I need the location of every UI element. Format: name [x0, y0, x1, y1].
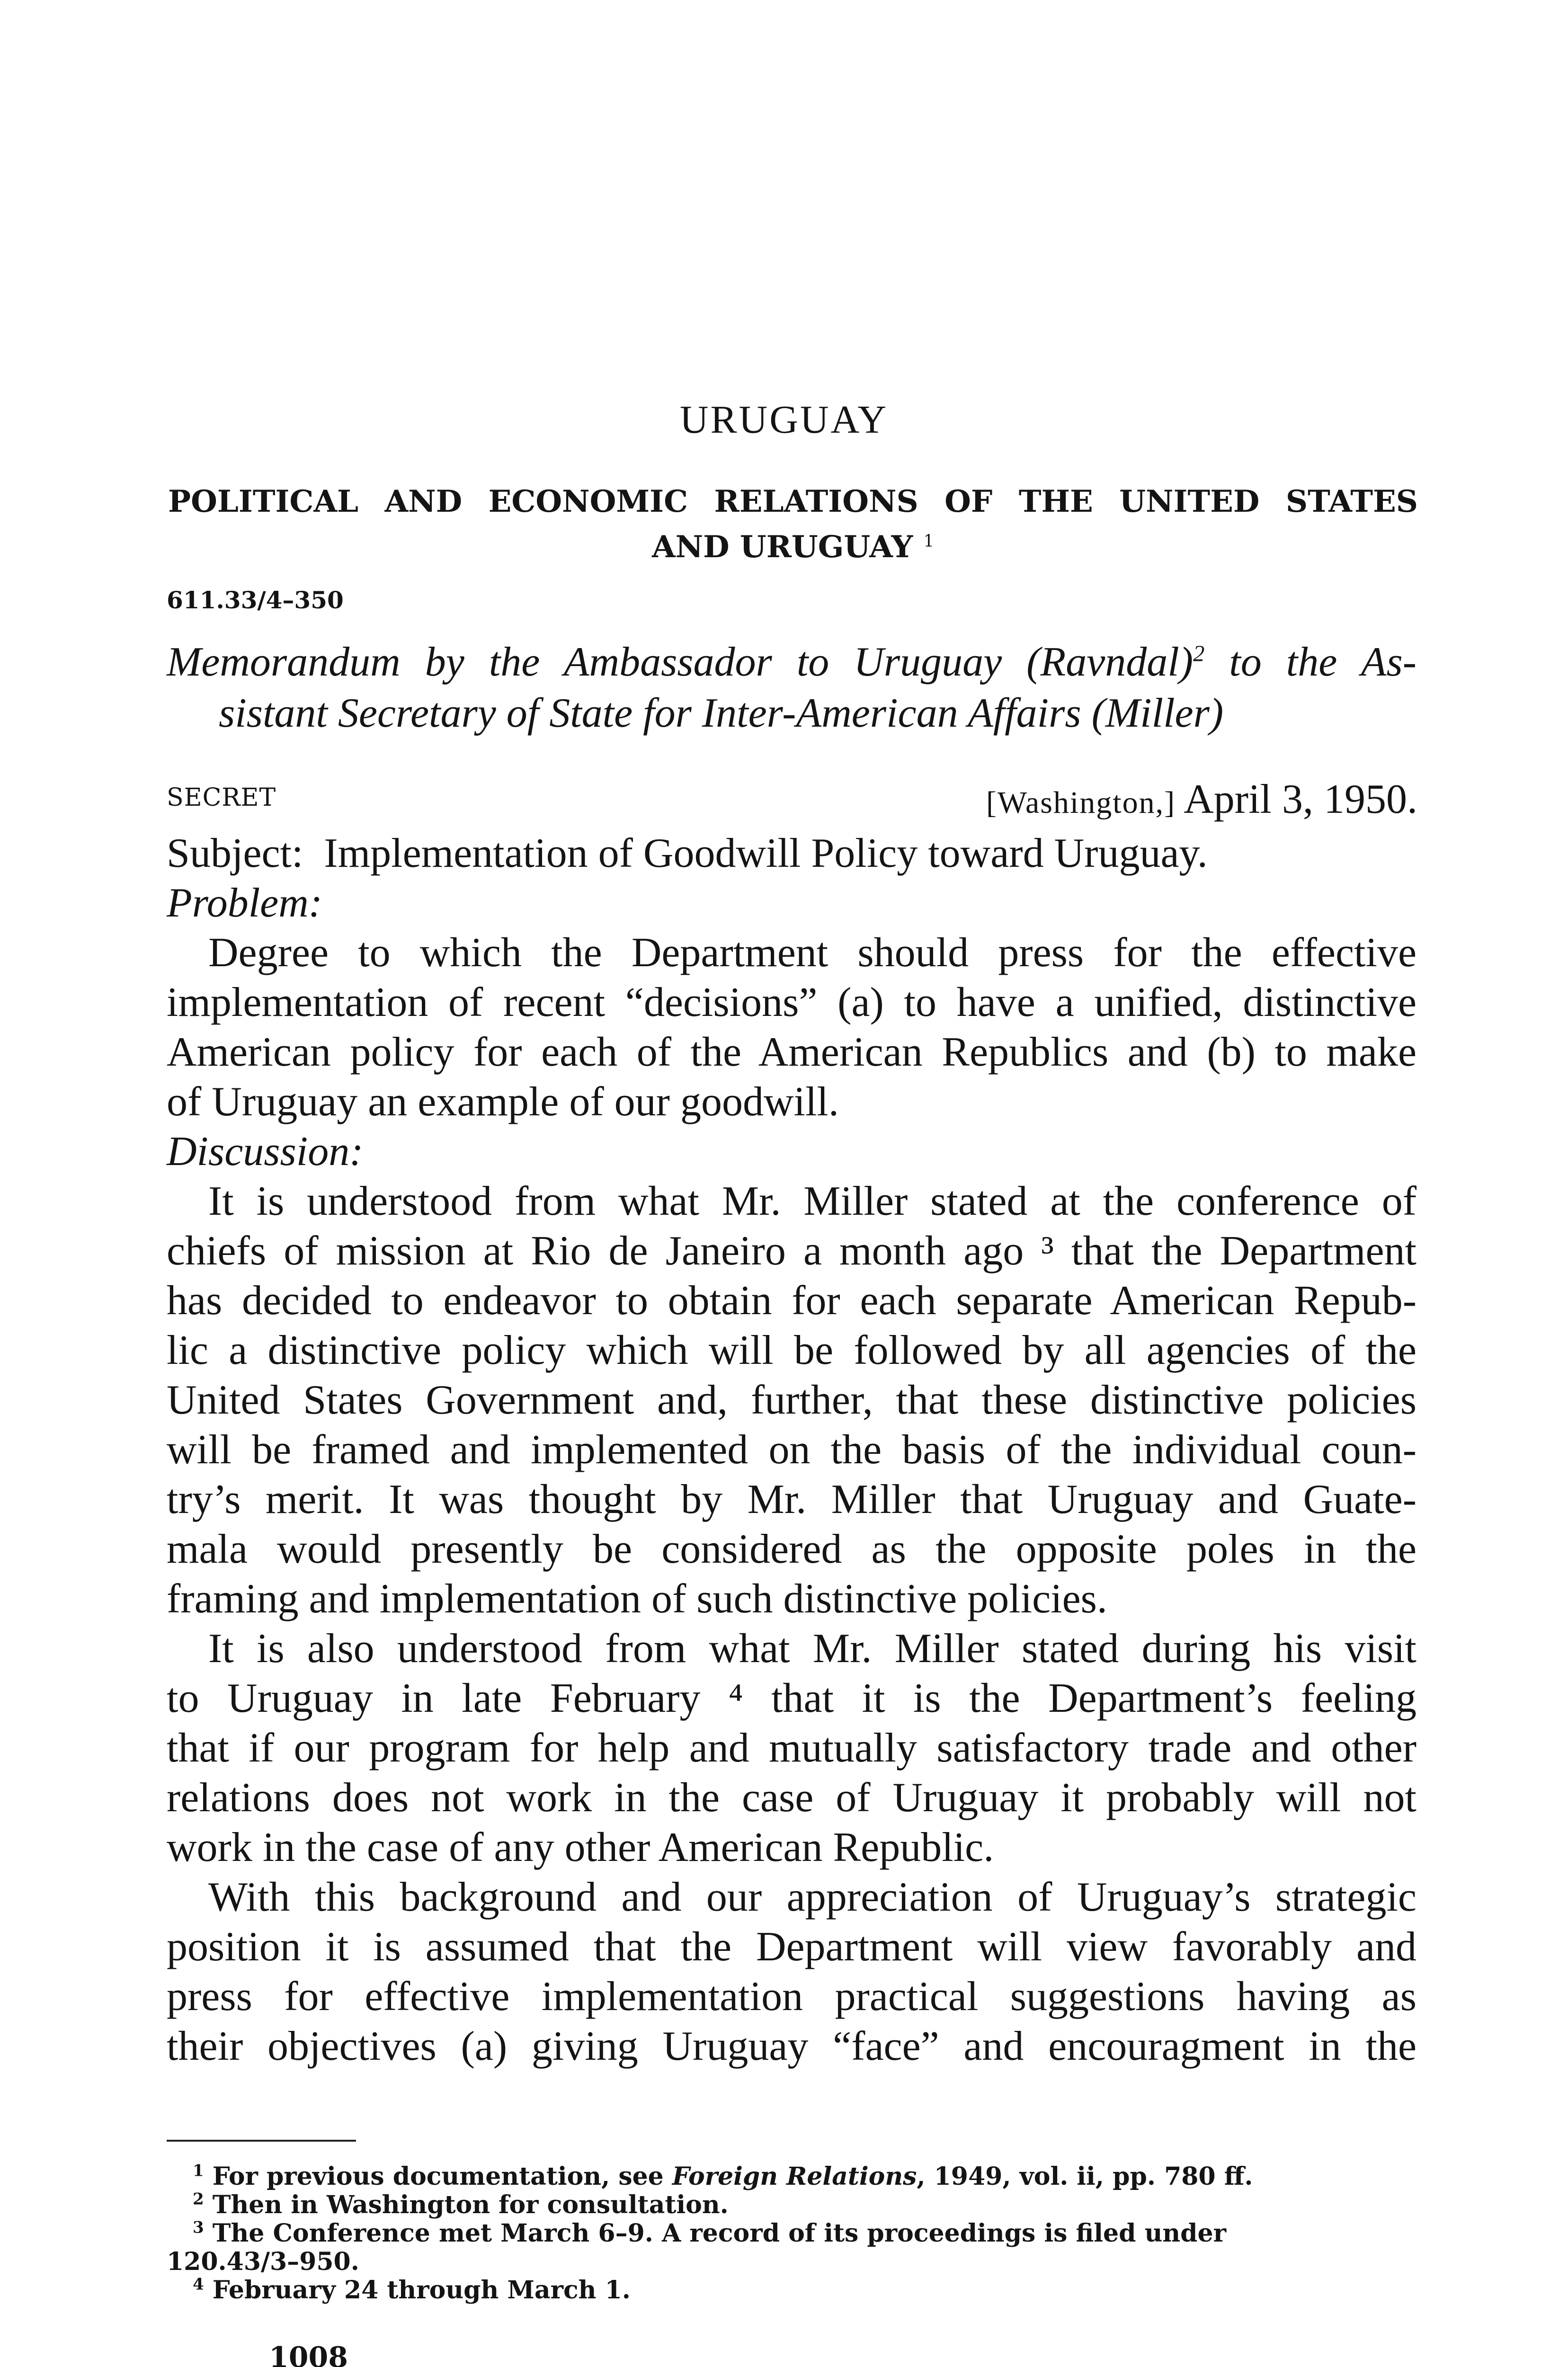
discussion-p2-line-2: to Uruguay in late February ⁴ that it is the Department’s feeling [167, 1675, 1417, 1721]
section-title-text: AND URUGUAY [651, 529, 913, 565]
page-number: 1008 [269, 2341, 348, 2367]
heading-text-b: to the As- [1204, 639, 1417, 685]
footnote-divider [167, 2140, 356, 2142]
footnote-2-text: Then in Washington for consultation. [212, 2190, 729, 2219]
discussion-p1-line-3: has decided to endeavor to obtain for each separate American Repub- [167, 1278, 1417, 1324]
discussion-p2-line-3: that if our program for help and mutually satisfactory trade and other [167, 1725, 1417, 1771]
discussion-p1-line-8: mala would presently be considered as the opposite poles in the [167, 1526, 1417, 1572]
discussion-paragraph-2 [167, 1624, 1417, 1872]
discussion-p1-line-6: will be framed and implemented on the basis of the individual coun- [167, 1427, 1417, 1473]
footnote-3-number: 3 [193, 2218, 204, 2237]
chapter-title: URUGUAY [679, 398, 889, 442]
subject-text: Implementation of Goodwill Policy toward Uruguay. [324, 830, 1208, 876]
footnote-1 [167, 2162, 1417, 2191]
classification-label: SECRET [167, 783, 276, 812]
problem-line-3: American policy for each of the American Republics and (b) to make [167, 1029, 1417, 1075]
discussion-p3-line-4: their objectives (a) giving Uruguay “face” and encouragment in the [167, 2023, 1417, 2069]
discussion-p3-line-1: With this background and our appreciation of Uruguay’s strategic [208, 1874, 1417, 1920]
discussion-p1-line-2: chiefs of mission at Rio de Janeiro a month ago ³ that the Department [167, 1228, 1417, 1274]
footnote-ref-2[interactable]: 2 [1193, 641, 1205, 667]
subject-line [167, 828, 1417, 878]
problem-label: Problem: [167, 880, 323, 926]
section-title [168, 479, 1418, 570]
footnote-4-number: 4 [193, 2275, 204, 2294]
memorandum-body [167, 828, 1417, 2071]
dateline-place: [Washington,] [986, 785, 1176, 820]
discussion-p1-line-9: framing and implementation of such distinctive policies. [167, 1576, 1107, 1622]
footnote-2-number: 2 [193, 2189, 204, 2209]
problem-line-2: implementation of recent “decisions” (a) to have a unified, distinctive [167, 979, 1417, 1025]
footnote-3-continuation: 120.43/3–950. [167, 2247, 359, 2276]
discussion-paragraph-3 [167, 1872, 1417, 2071]
footnote-3-text: The Conference met March 6–9. A record of its proceedings is filed under [212, 2219, 1227, 2248]
footnote-1-citation: Foreign Relations [672, 2162, 917, 2191]
discussion-p3-line-3: press for effective implementation practical suggestions having as [167, 1974, 1417, 2020]
heading-line-1 [167, 637, 1417, 688]
footnote-4 [167, 2276, 1417, 2305]
problem-line-4: of Uruguay an example of our goodwill. [167, 1079, 839, 1125]
discussion-p2-line-4: relations does not work in the case of Uruguay it probably will not [167, 1775, 1417, 1821]
heading-text-a: Memorandum by the Ambassador to Uruguay (Ravndal) [167, 639, 1194, 685]
discussion-p3-line-2: position it is assumed that the Department will view favorably and [167, 1924, 1417, 1970]
footnote-1-text-b: , 1949, vol. ii, pp. 780 ff. [917, 2162, 1253, 2191]
discussion-p2-line-1: It is also understood from what Mr. Miller stated during his visit [208, 1626, 1417, 1672]
dateline-date: April 3, 1950. [1184, 776, 1417, 822]
discussion-p1-line-5: United States Government and, further, that these distinctive policies [167, 1377, 1417, 1423]
problem-paragraph [167, 928, 1417, 1127]
discussion-p1-line-4: lic a distinctive policy which will be followed by all agencies of the [167, 1327, 1417, 1373]
footnote-1-number: 1 [193, 2161, 204, 2180]
discussion-paragraph-1 [167, 1176, 1417, 1624]
discussion-label: Discussion: [167, 1129, 364, 1175]
footnote-1-text-a: For previous documentation, see [212, 2162, 672, 2191]
section-title-line-1: POLITICAL AND ECONOMIC RELATIONS OF THE UNITED STATES [168, 484, 1418, 519]
discussion-p2-line-5: work in the case of any other American Republic. [167, 1824, 994, 1870]
heading-line-2: sistant Secretary of State for Inter-American Affairs (Miller) [219, 690, 1224, 736]
footnote-3 [167, 2219, 1417, 2248]
dateline [986, 775, 1417, 823]
discussion-p1-line-7: try’s merit. It was thought by Mr. Miller that Uruguay and Guate- [167, 1477, 1417, 1522]
problem-line-1: Degree to which the Department should press for the effective [208, 930, 1417, 976]
section-title-line-2 [168, 525, 1418, 570]
file-number: 611.33/4–350 [167, 586, 344, 614]
footnotes [167, 2162, 1417, 2305]
discussion-p1-line-1: It is understood from what Mr. Miller stated at the conference of [208, 1178, 1417, 1224]
subject-label: Subject: [167, 830, 303, 876]
footnote-4-text: February 24 through March 1. [212, 2276, 631, 2305]
footnote-ref-1[interactable]: 1 [923, 531, 935, 551]
document-heading [167, 637, 1417, 739]
footnote-2 [167, 2191, 1417, 2219]
